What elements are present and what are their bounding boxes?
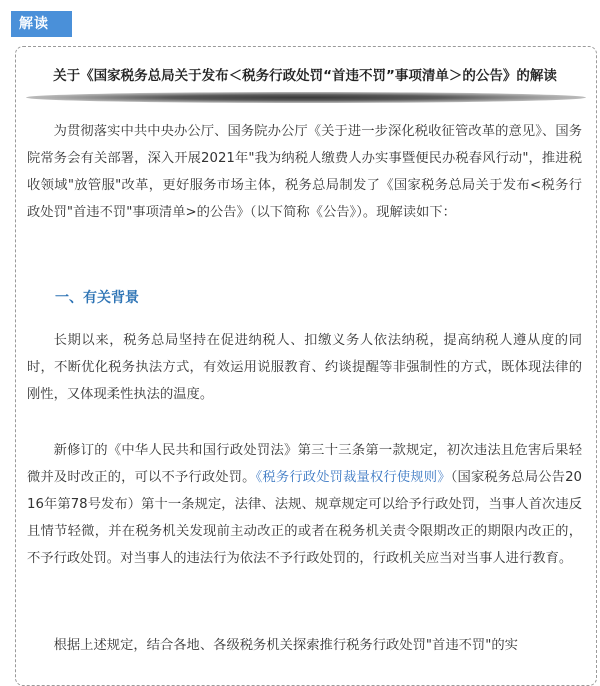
closing-paragraph: 根据上述规定，结合各地、各级税务机关探索推行税务行政处罚"首违不罚"的实 [53, 638, 518, 653]
intro-paragraph: 为贯彻落实中共中央办公厅、国务院办公厅《关于进一步深化税收征管改革的意见》、国务院常务会有关部署，深入开展2021年"我为纳税人缴费人办实事暨便民办税春风行动"，推进税收领域"放管服"改革，更好服务市场主体，税务总局制发了《国家税务总局关于发布<税务行政处罚"首违不罚"事项清单>的公告》（以下简称《公告》）。现解读如下： [27, 124, 582, 220]
interpretation-tag: 解读 [11, 11, 72, 37]
law-text-after-link: （国家税务总局公告2016年第78号发布）第十一条规定，法律、法规、规章规定可以给予行政处罚，当事人首次违反且情节轻微，并在税务机关发现前主动改正的或者在税务机关责令限期改正的期限内改正的，不予行政处罚。对当事人的违法行为依法不予行政处罚的，行政机关应当对当事人进行教育。 [27, 470, 583, 566]
background-paragraph: 长期以来，税务总局坚持在促进纳税人、扣缴义务人依法纳税，提高纳税人遵从度的同时，不断优化税务执法方式，有效运用说服教育、约谈提醒等非强制性的方式，既体现法律的刚性，又体现柔性执法的温度。 [27, 333, 582, 402]
regulation-link[interactable]: 《税务行政处罚裁量权行使规则》 [255, 470, 451, 485]
title-divider [26, 92, 586, 103]
law-paragraph [27, 437, 582, 572]
law-text-before-link: 新修订的《中华人民共和国行政处罚法》第三十三条第一款规定，初次违法且危害后果轻微并及时改正的，可以不予行政处罚。 [27, 443, 582, 485]
article-title: 关于《国家税务总局关于发布＜税务行政处罚“首违不罚”事项清单＞的公告》的解读 [53, 68, 557, 84]
section-heading-background: 一、有关背景 [55, 290, 139, 306]
